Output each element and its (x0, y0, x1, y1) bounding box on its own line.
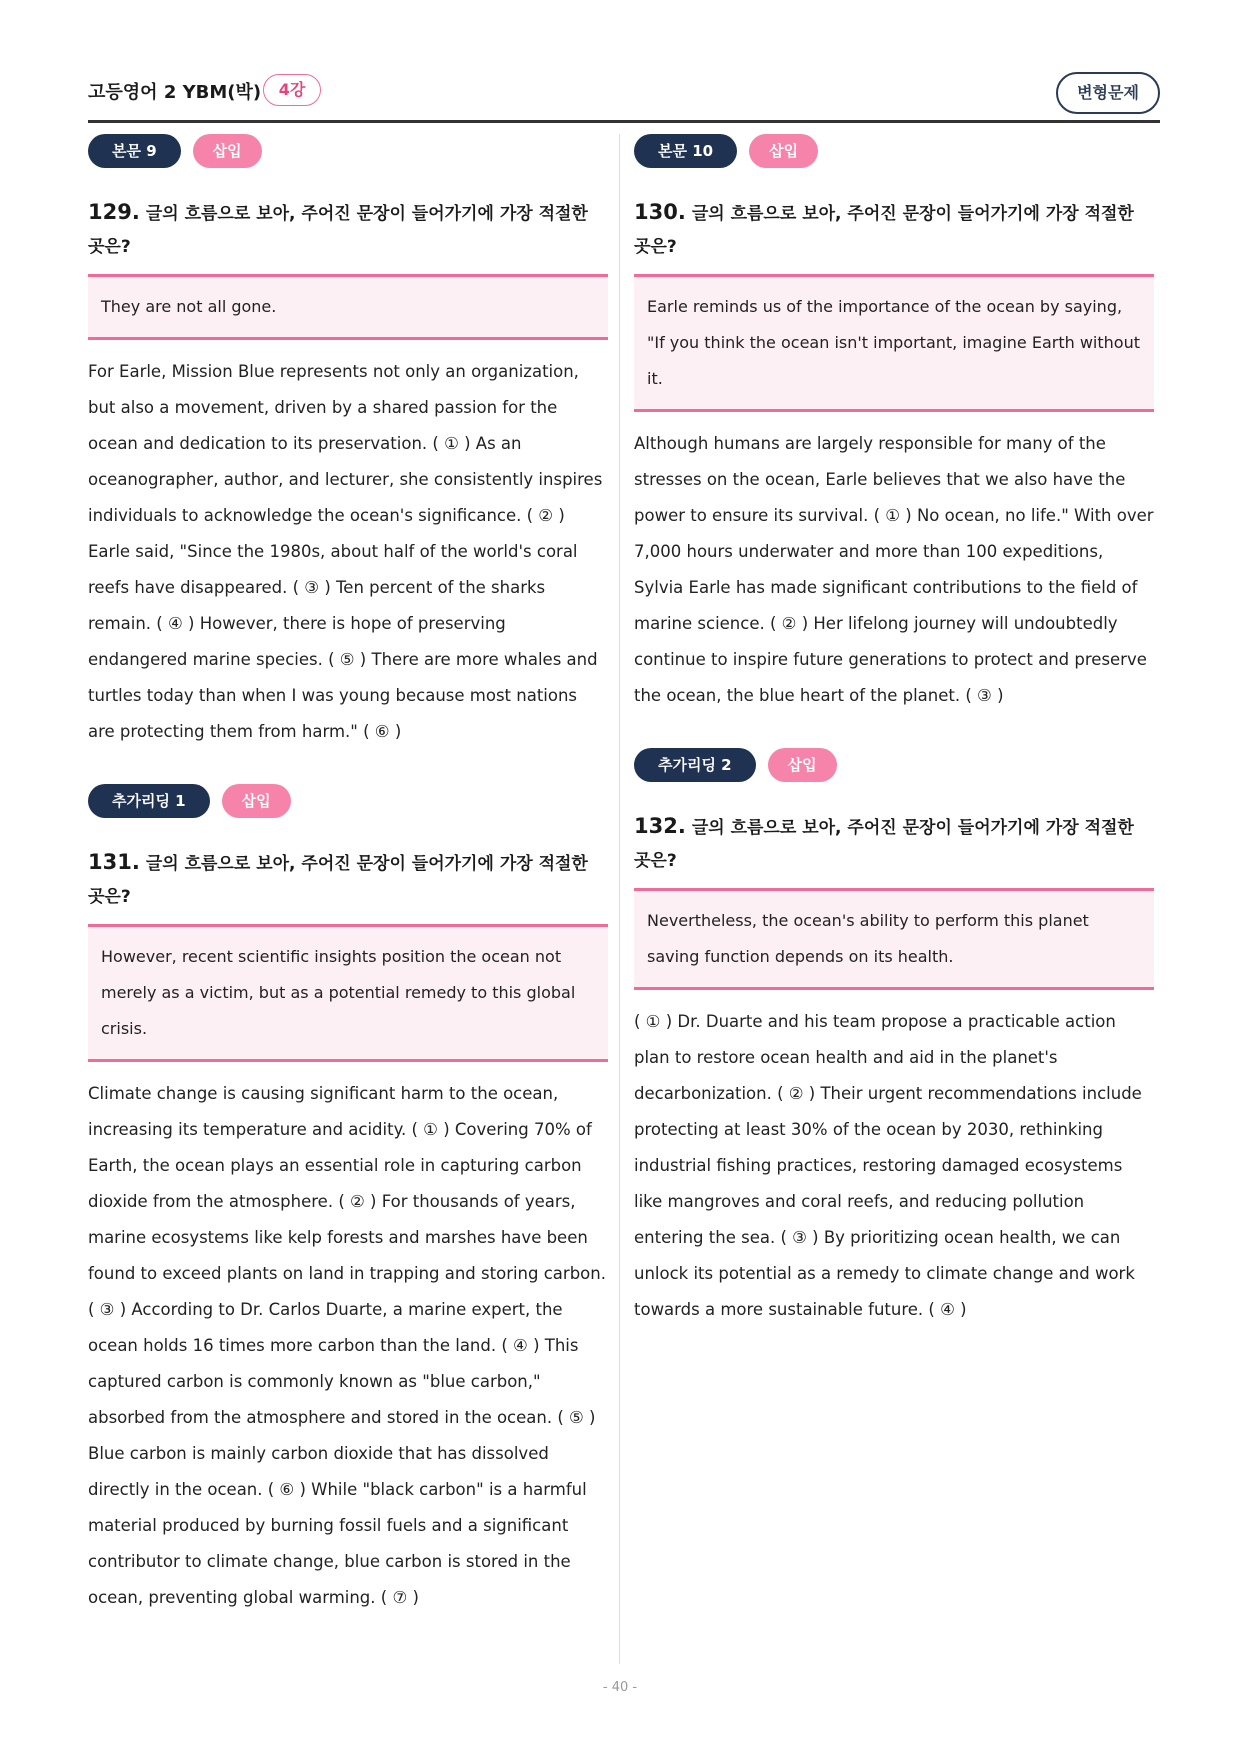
section-tags (88, 784, 608, 818)
section-tags (88, 134, 608, 168)
question-text: 글의 흐름으로 보아, 주어진 문장이 들어가기에 가장 적절한 곳은? (88, 854, 588, 907)
question-text: 글의 흐름으로 보아, 주어진 문장이 들어가기에 가장 적절한 곳은? (634, 818, 1134, 871)
left-column (88, 134, 608, 1650)
lesson-badge: 4강 (263, 74, 321, 106)
page-header (88, 72, 1160, 123)
right-column (634, 134, 1154, 1362)
question-type-tag: 삽입 (768, 748, 837, 782)
question-text: 글의 흐름으로 보아, 주어진 문장이 들어가기에 가장 적절한 곳은? (88, 204, 588, 257)
question-130 (634, 134, 1154, 714)
given-sentence-box: However, recent scientific insights position the ocean not merely as a victim, but as a potential remedy to this global crisis. (88, 927, 608, 1062)
passage-text: ( ① ) Dr. Duarte and his team propose a practicable action plan to restore ocean health and aid in the planet's decarbonization. ( ② ) Their urgent recommendations include protecting at least 30% of the ocean by 2030, rethinking industrial fishing practices, restoring damaged ecosystems like mangroves and coral reefs, and reducing pollution entering the sea. ( ③ ) By prioritizing ocean health, we can unlock its potential as a remedy to climate change and work towards a more sustainable future. ( ④ ) (634, 1012, 1142, 1319)
question-131 (88, 784, 608, 1616)
question-prompt (634, 196, 1154, 277)
passage-text: For Earle, Mission Blue represents not only an organization, but also a movement, driven by a shared passion for the ocean and dedication to its preservation. ( ① ) As an oceanographer, author, and lecturer, she consistently inspires individuals to acknowledge the ocean's significance. ( ② ) Earle said, "Since the 1980s, about half of the world's coral reefs have disappeared. ( ③ ) Ten percent of the sharks remain. ( ④ ) However, there is hope of preserving endangered marine species. ( ⑤ ) There are more whales and turtles today than when I was young because most nations are protecting them from harm." ( ⑥ ) (88, 362, 603, 741)
source-tag: 본문 9 (88, 134, 181, 168)
column-divider (619, 134, 620, 1664)
problem-type-badge: 변형문제 (1056, 72, 1160, 114)
section-tags (634, 134, 1154, 168)
source-tag: 본문 10 (634, 134, 737, 168)
question-number: 130. (634, 200, 686, 224)
passage-text: Although humans are largely responsible for many of the stresses on the ocean, Earle believes that we also have the power to ensure its survival. ( ① ) No ocean, no life." With over 7,000 hours underwater and more than 100 expeditions, Sylvia Earle has made significant contributions to the field of marine science. ( ② ) Her lifelong journey will undoubtedly continue to inspire future generations to protect and preserve the ocean, the blue heart of the planet. ( ③ ) (634, 434, 1154, 705)
passage-text: Climate change is causing significant harm to the ocean, increasing its temperature and acidity. ( ① ) Covering 70% of Earth, the ocean plays an essential role in capturing carbon dioxide from the atmosphere. ( ② ) For thousands of years, marine ecosystems like kelp forests and marshes have been found to exceed plants on land in trapping and storing carbon. ( ③ ) According to Dr. Carlos Duarte, a marine expert, the ocean holds 16 times more carbon than the land. ( ④ ) This captured carbon is commonly known as "blue carbon," absorbed from the atmosphere and stored in the ocean. ( ⑤ ) Blue carbon is mainly carbon dioxide that has dissolved directly in the ocean. ( ⑥ ) While "black carbon" is a harmful material produced by burning fossil fuels and a significant contributor to climate change, blue carbon is stored in the ocean, preventing global warming. ( ⑦ ) (88, 1084, 606, 1607)
given-sentence-box: They are not all gone. (88, 277, 608, 340)
source-tag: 추가리딩 2 (634, 748, 756, 782)
page-number: - 40 - (602, 1680, 638, 1695)
question-type-tag: 삽입 (749, 134, 818, 168)
question-132 (634, 748, 1154, 1328)
question-type-tag: 삽입 (222, 784, 291, 818)
question-number: 132. (634, 814, 686, 838)
question-type-tag: 삽입 (193, 134, 262, 168)
question-text: 글의 흐름으로 보아, 주어진 문장이 들어가기에 가장 적절한 곳은? (634, 204, 1134, 257)
question-129 (88, 134, 608, 750)
given-sentence-box: Earle reminds us of the importance of the ocean by saying, "If you think the ocean isn't important, imagine Earth without it. (634, 277, 1154, 412)
question-prompt (88, 196, 608, 277)
question-prompt (88, 846, 608, 927)
textbook-title: 고등영어 2 YBM(박) (88, 82, 262, 103)
given-sentence-box: Nevertheless, the ocean's ability to perform this planet saving function depends on its health. (634, 891, 1154, 990)
question-number: 129. (88, 200, 140, 224)
question-number: 131. (88, 850, 140, 874)
question-prompt (634, 810, 1154, 891)
source-tag: 추가리딩 1 (88, 784, 210, 818)
section-tags (634, 748, 1154, 782)
